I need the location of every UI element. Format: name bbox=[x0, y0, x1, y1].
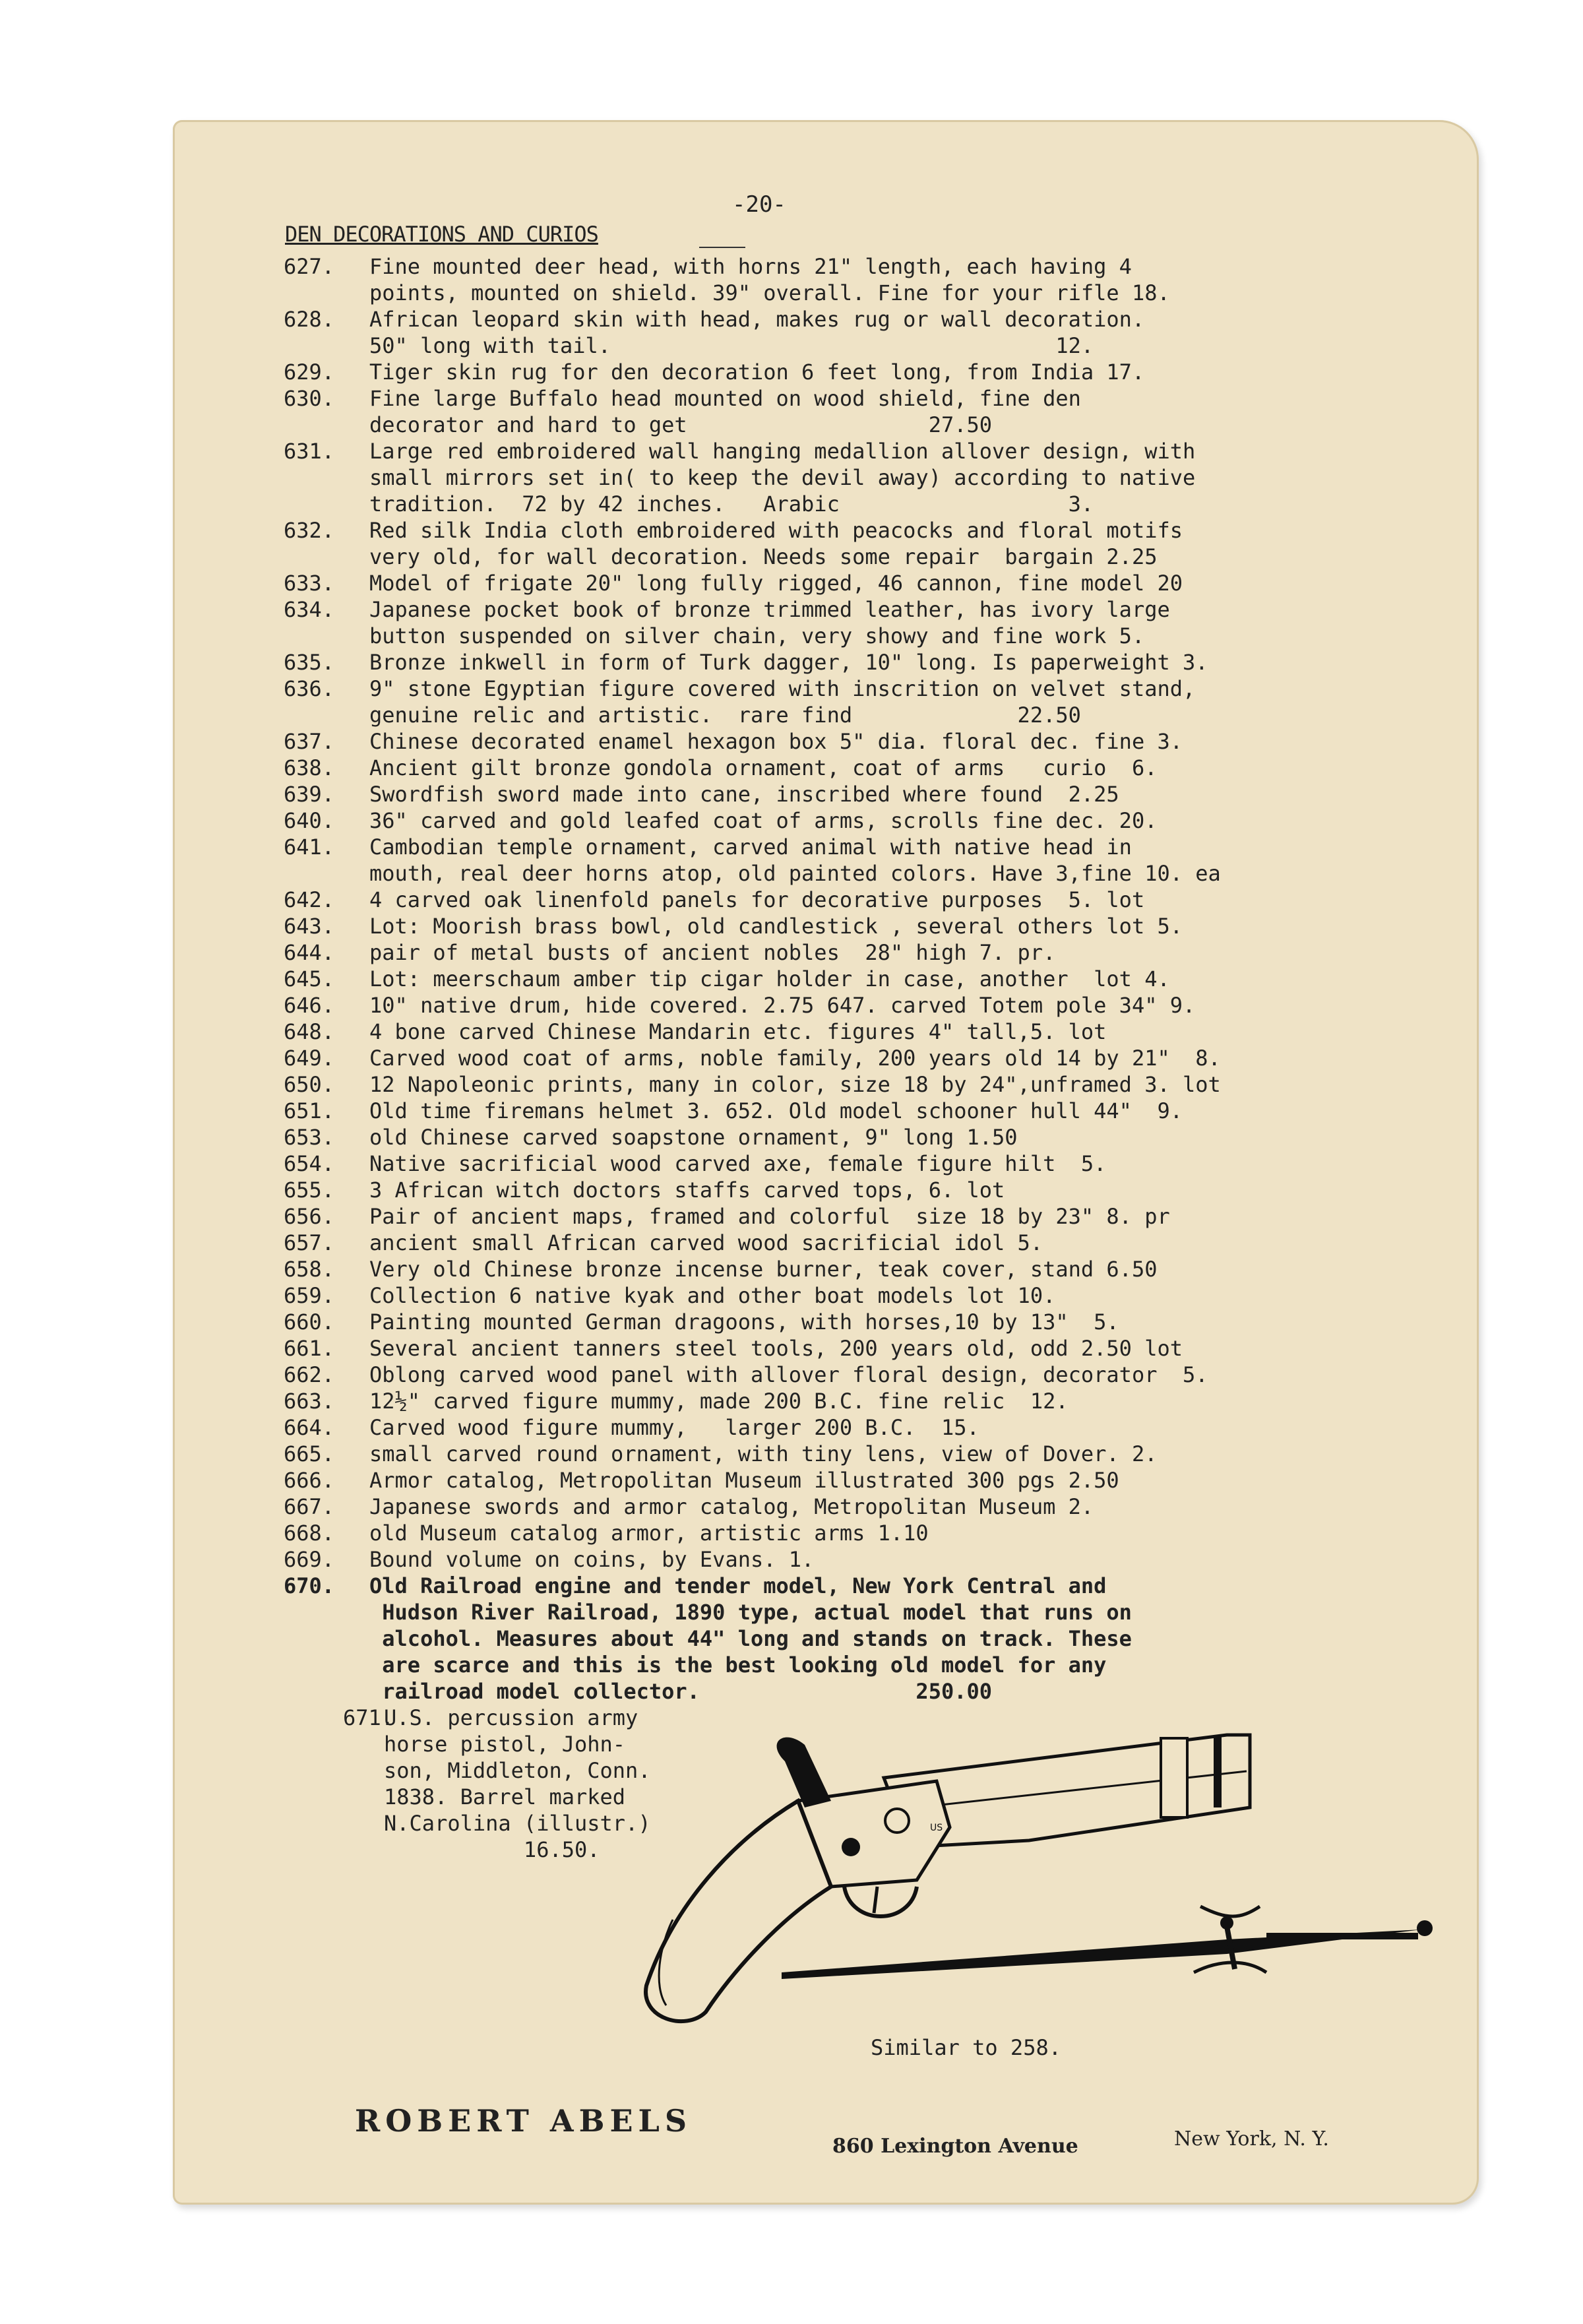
item-text: Very old Chinese bronze incense burner, teak cover, stand 6.50 bbox=[369, 1257, 1158, 1282]
item-number: 666. bbox=[284, 1468, 335, 1493]
list-item bbox=[284, 1520, 1471, 1546]
item-number: 664. bbox=[284, 1415, 335, 1440]
item-number bbox=[284, 332, 369, 359]
dealer-city: New York, N. Y. bbox=[1174, 2127, 1329, 2151]
list-item bbox=[284, 1309, 1471, 1335]
list-item bbox=[284, 570, 1471, 596]
list-item bbox=[284, 438, 1471, 464]
item-number bbox=[284, 860, 369, 887]
item-text: Armor catalog, Metropolitan Museum illustrated 300 pgs 2.50 bbox=[369, 1468, 1119, 1493]
item-number bbox=[284, 1678, 369, 1705]
list-item bbox=[284, 1362, 1471, 1388]
list-item bbox=[284, 359, 1471, 385]
dealer-name: ROBERT ABELS bbox=[355, 2103, 693, 2139]
item-671-line: 1838. Barrel marked bbox=[384, 1784, 626, 1809]
list-item bbox=[284, 781, 1471, 807]
item-number: 642. bbox=[284, 887, 335, 912]
list-item bbox=[284, 807, 1471, 834]
item-number bbox=[284, 1652, 369, 1678]
list-item bbox=[284, 1230, 1471, 1256]
list-item bbox=[284, 517, 1471, 544]
item-number: 656. bbox=[284, 1204, 335, 1229]
item-number bbox=[284, 623, 369, 649]
item-number: 658. bbox=[284, 1257, 335, 1282]
item-text: Lot: Moorish brass bowl, old candlestick , several others lot 5. bbox=[369, 914, 1183, 939]
item-text: points, mounted on shield. 39" overall. Fine for your rifle 18. bbox=[369, 280, 1170, 305]
list-item bbox=[284, 1282, 1471, 1309]
item-text: 12 Napoleonic prints, many in color, size 18 by 24",unframed 3. lot bbox=[369, 1072, 1221, 1097]
list-item bbox=[284, 1045, 1471, 1071]
item-text: very old, for wall decoration. Needs some repair bargain 2.25 bbox=[369, 544, 1158, 569]
item-number: 650. bbox=[284, 1072, 335, 1097]
item-number: 662. bbox=[284, 1362, 335, 1387]
item-text: Painting mounted German dragoons, with horses,10 by 13" 5. bbox=[369, 1309, 1119, 1335]
item-number: 670. bbox=[284, 1573, 335, 1598]
item-number: 639. bbox=[284, 782, 335, 807]
item-text: Tiger skin rug for den decoration 6 feet long, from India 17. bbox=[369, 360, 1145, 385]
item-text: button suspended on silver chain, very showy and fine work 5. bbox=[369, 623, 1145, 648]
item-text: Swordfish sword made into cane, inscribed where found 2.25 bbox=[369, 782, 1119, 807]
item-text: 10" native drum, hide covered. 2.75 647. carved Totem pole 34" 9. bbox=[369, 993, 1196, 1018]
item-number: 668. bbox=[284, 1521, 335, 1546]
list-item bbox=[284, 1150, 1471, 1177]
heading-rule bbox=[699, 247, 745, 248]
list-item-continuation bbox=[284, 623, 1471, 649]
list-item bbox=[284, 1203, 1471, 1230]
item-text: 9" stone Egyptian figure covered with inscrition on velvet stand, bbox=[369, 676, 1196, 701]
item-number: 659. bbox=[284, 1283, 335, 1308]
item-text: Native sacrificial wood carved axe, female figure hilt 5. bbox=[369, 1151, 1107, 1176]
list-item bbox=[284, 385, 1471, 412]
item-number: 661. bbox=[284, 1336, 335, 1361]
item-text: Model of frigate 20" long fully rigged, 46 cannon, fine model 20 bbox=[369, 571, 1183, 596]
page-number: -20- bbox=[732, 191, 786, 218]
list-item-continuation bbox=[284, 1678, 1471, 1705]
illustration-caption: Similar to 258. bbox=[871, 2035, 1061, 2060]
list-item bbox=[284, 596, 1471, 623]
item-number: 636. bbox=[284, 676, 335, 701]
item-text: Old time firemans helmet 3. 652. Old model schooner hull 44" 9. bbox=[369, 1098, 1183, 1123]
item-number bbox=[284, 491, 369, 517]
item-text: 4 bone carved Chinese Mandarin etc. figures 4" tall,5. lot bbox=[369, 1019, 1107, 1044]
item-number: 637. bbox=[284, 729, 335, 754]
list-item-continuation bbox=[284, 1599, 1471, 1625]
pistol-icon bbox=[646, 1735, 1250, 2021]
item-text: Japanese swords and armor catalog, Metropolitan Museum 2. bbox=[369, 1494, 1094, 1519]
item-number: 640. bbox=[284, 808, 335, 833]
item-671-line: U.S. percussion army bbox=[384, 1705, 638, 1730]
item-text: Carved wood coat of arms, noble family, 200 years old 14 by 21" 8. bbox=[369, 1046, 1221, 1071]
item-number: 643. bbox=[284, 914, 335, 939]
item-text: Ancient gilt bronze gondola ornament, coat of arms curio 6. bbox=[369, 755, 1158, 780]
list-item-continuation bbox=[284, 332, 1471, 359]
item-text: old Chinese carved soapstone ornament, 9" long 1.50 bbox=[369, 1125, 1018, 1150]
list-item bbox=[284, 1573, 1471, 1599]
list-item bbox=[284, 966, 1471, 992]
item-text: 12½" carved figure mummy, made 200 B.C. fine relic 12. bbox=[369, 1389, 1069, 1414]
list-item bbox=[284, 913, 1471, 939]
item-671-line: N.Carolina (illustr.) bbox=[384, 1811, 651, 1836]
item-number: 629. bbox=[284, 360, 335, 385]
item-text: alcohol. Measures about 44" long and stands on track. These bbox=[369, 1626, 1132, 1651]
item-text: Oblong carved wood panel with allover floral design, decorator 5. bbox=[369, 1362, 1208, 1387]
item-text: Old Railroad engine and tender model, New York Central and bbox=[369, 1573, 1107, 1598]
item-text: Bound volume on coins, by Evans. 1. bbox=[369, 1547, 815, 1572]
list-item-continuation bbox=[284, 1652, 1471, 1678]
item-number: 671. bbox=[343, 1705, 394, 1730]
item-text: Fine large Buffalo head mounted on wood shield, fine den bbox=[369, 386, 1081, 411]
list-item bbox=[284, 1414, 1471, 1441]
list-item bbox=[284, 755, 1471, 781]
item-number: 663. bbox=[284, 1389, 335, 1414]
item-number: 638. bbox=[284, 755, 335, 780]
item-text: small carved round ornament, with tiny lens, view of Dover. 2. bbox=[369, 1441, 1158, 1466]
section-heading: DEN DECORATIONS AND CURIOS bbox=[285, 222, 598, 247]
list-item bbox=[284, 1441, 1471, 1467]
item-number bbox=[284, 464, 369, 491]
item-text: old Museum catalog armor, artistic arms 1.10 bbox=[369, 1521, 929, 1546]
list-item bbox=[284, 1546, 1471, 1573]
item-number: 667. bbox=[284, 1494, 335, 1519]
item-number bbox=[284, 1625, 369, 1652]
item-text: Hudson River Railroad, 1890 type, actual model that runs on bbox=[369, 1600, 1132, 1625]
item-number: 669. bbox=[284, 1547, 335, 1572]
item-number: 654. bbox=[284, 1151, 335, 1176]
item-text: Pair of ancient maps, framed and colorful size 18 by 23" 8. pr bbox=[369, 1204, 1170, 1229]
item-number: 630. bbox=[284, 386, 335, 411]
list-item bbox=[284, 1256, 1471, 1282]
item-text: pair of metal busts of ancient nobles 28" high 7. pr. bbox=[369, 940, 1056, 965]
item-text: 50" long with tail. 12. bbox=[369, 333, 1094, 358]
item-number: 631. bbox=[284, 439, 335, 464]
item-text: Several ancient tanners steel tools, 200 years old, odd 2.50 lot bbox=[369, 1336, 1183, 1361]
item-671-line: horse pistol, John- bbox=[384, 1732, 626, 1757]
item-text: 4 carved oak linenfold panels for decorative purposes 5. lot bbox=[369, 887, 1145, 912]
item-text: genuine relic and artistic. rare find 22.50 bbox=[369, 703, 1081, 728]
list-item bbox=[284, 1098, 1471, 1124]
item-text: are scarce and this is the best looking old model for any bbox=[369, 1652, 1107, 1678]
list-item bbox=[284, 1019, 1471, 1045]
item-number: 634. bbox=[284, 597, 335, 622]
list-item bbox=[284, 253, 1471, 280]
list-item-continuation bbox=[284, 702, 1471, 728]
list-item bbox=[284, 728, 1471, 755]
item-text: Bronze inkwell in form of Turk dagger, 10" long. Is paperweight 3. bbox=[369, 650, 1208, 675]
item-number: 657. bbox=[284, 1230, 335, 1255]
item-number bbox=[284, 544, 369, 570]
list-item bbox=[284, 649, 1471, 675]
list-item bbox=[284, 1124, 1471, 1150]
item-text: Collection 6 native kyak and other boat models lot 10. bbox=[369, 1283, 1056, 1308]
item-text: 36" carved and gold leafed coat of arms, scrolls fine dec. 20. bbox=[369, 808, 1158, 833]
list-item bbox=[284, 1388, 1471, 1414]
list-item bbox=[284, 1335, 1471, 1362]
list-item bbox=[284, 306, 1471, 332]
item-number: 651. bbox=[284, 1098, 335, 1123]
list-item-continuation bbox=[284, 1625, 1471, 1652]
dealer-address: 860 Lexington Avenue bbox=[832, 2135, 1078, 2158]
item-number bbox=[284, 280, 369, 306]
item-number: 648. bbox=[284, 1019, 335, 1044]
item-text: small mirrors set in( to keep the devil away) according to native bbox=[369, 465, 1196, 490]
list-item bbox=[284, 1493, 1471, 1520]
pistol-and-sword-illustration bbox=[633, 1709, 1438, 2052]
item-list bbox=[284, 253, 1471, 1705]
item-671-line: 16.50. bbox=[384, 1837, 600, 1862]
item-text: ancient small African carved wood sacrificial idol 5. bbox=[369, 1230, 1043, 1255]
item-number: 641. bbox=[284, 834, 335, 860]
item-number: 660. bbox=[284, 1309, 335, 1335]
item-text: tradition. 72 by 42 inches. Arabic 3. bbox=[369, 491, 1094, 517]
item-text: mouth, real deer horns atop, old painted colors. Have 3,fine 10. ea bbox=[369, 861, 1221, 886]
list-item-continuation bbox=[284, 464, 1471, 491]
list-item-continuation bbox=[284, 280, 1471, 306]
list-item bbox=[284, 834, 1471, 860]
item-number: 645. bbox=[284, 966, 335, 991]
item-text: Fine mounted deer head, with horns 21" length, each having 4 bbox=[369, 254, 1132, 279]
item-number bbox=[284, 412, 369, 438]
item-text: Japanese pocket book of bronze trimmed leather, has ivory large bbox=[369, 597, 1170, 622]
item-number: 646. bbox=[284, 993, 335, 1018]
item-number: 632. bbox=[284, 518, 335, 543]
list-item bbox=[284, 939, 1471, 966]
item-text: railroad model collector. 250.00 bbox=[369, 1679, 993, 1704]
item-text: Lot: meerschaum amber tip cigar holder in case, another lot 4. bbox=[369, 966, 1170, 991]
item-text: Carved wood figure mummy, larger 200 B.C. 15. bbox=[369, 1415, 979, 1440]
item-text: 3 African witch doctors staffs carved tops, 6. lot bbox=[369, 1178, 1005, 1203]
item-number: 655. bbox=[284, 1178, 335, 1203]
item-number: 649. bbox=[284, 1046, 335, 1071]
list-item bbox=[284, 1467, 1471, 1493]
list-item bbox=[284, 887, 1471, 913]
item-number bbox=[284, 1599, 369, 1625]
item-number: 653. bbox=[284, 1125, 335, 1150]
list-item-continuation bbox=[284, 544, 1471, 570]
list-item-continuation bbox=[284, 412, 1471, 438]
item-text: Large red embroidered wall hanging medallion allover design, with bbox=[369, 439, 1196, 464]
pistol-marking: US bbox=[930, 1823, 943, 1833]
item-text: African leopard skin with head, makes rug or wall decoration. bbox=[369, 307, 1145, 332]
item-number: 665. bbox=[284, 1441, 335, 1466]
item-text: Red silk India cloth embroidered with peacocks and floral motifs bbox=[369, 518, 1183, 543]
item-number: 633. bbox=[284, 571, 335, 596]
item-number bbox=[284, 702, 369, 728]
item-text: Cambodian temple ornament, carved animal with native head in bbox=[369, 834, 1132, 860]
item-text: decorator and hard to get 27.50 bbox=[369, 412, 993, 437]
item-number: 644. bbox=[284, 940, 335, 965]
list-item-continuation bbox=[284, 860, 1471, 887]
item-671-line: son, Middleton, Conn. bbox=[384, 1758, 651, 1783]
list-item bbox=[284, 1071, 1471, 1098]
item-number: 628. bbox=[284, 307, 335, 332]
list-item bbox=[284, 675, 1471, 702]
item-number: 635. bbox=[284, 650, 335, 675]
list-item bbox=[284, 1177, 1471, 1203]
item-number: 627. bbox=[284, 254, 335, 279]
list-item-continuation bbox=[284, 491, 1471, 517]
list-item bbox=[284, 992, 1471, 1019]
item-text: Chinese decorated enamel hexagon box 5" dia. floral dec. fine 3. bbox=[369, 729, 1183, 754]
